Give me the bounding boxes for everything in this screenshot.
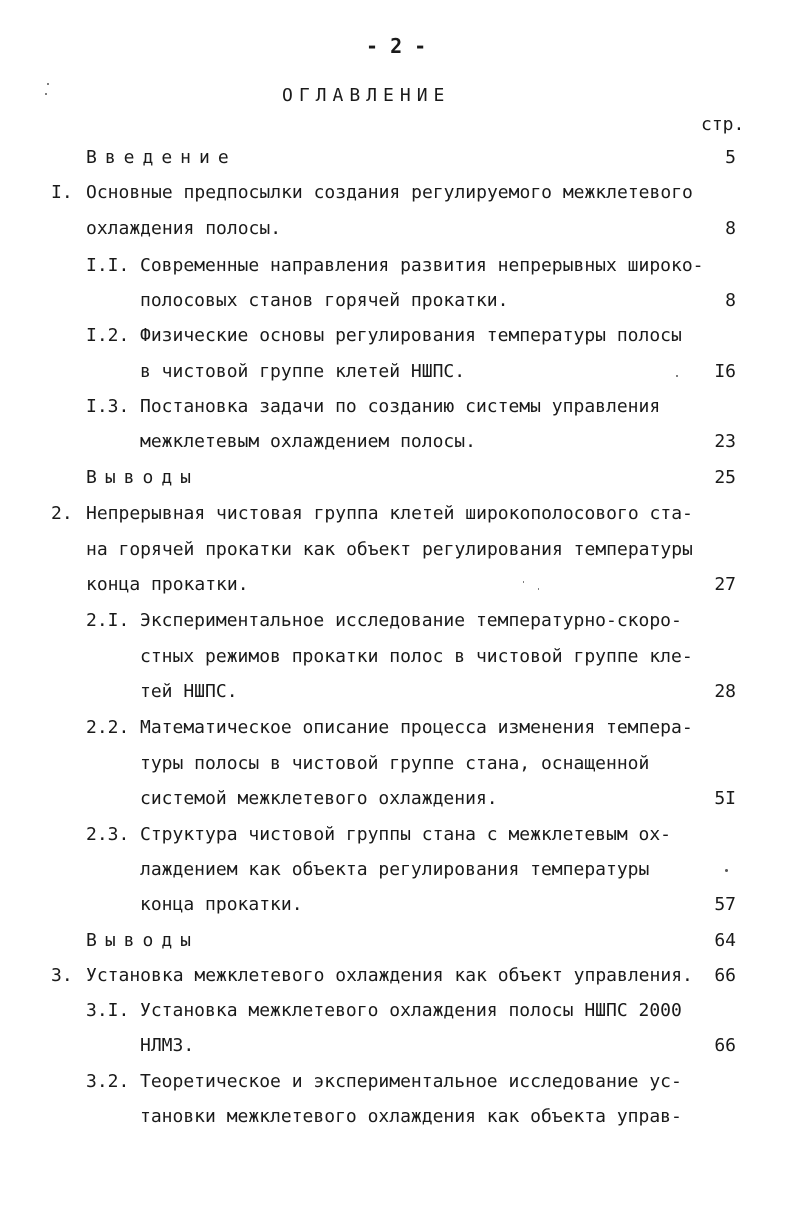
toc-s1-2-number: I.2. — [86, 325, 130, 346]
toc-intro-page: 5 — [725, 147, 736, 168]
page-number: - 2 - — [366, 34, 427, 58]
toc-s2-3-page: 57 — [714, 894, 736, 915]
toc-s3-page: 66 — [714, 965, 736, 986]
toc-s2-2-line1: Математическое описание процесса изменения темпера- — [140, 717, 693, 738]
toc-s1-3-page: 23 — [714, 431, 736, 452]
toc-s2-3-number: 2.3. — [86, 824, 130, 845]
toc-s2-line1: Непрерывная чистовая группа клетей широкополосового ста- — [86, 503, 693, 524]
scan-speck — [45, 93, 47, 95]
toc-s2-3-line2: лаждением как объекта регулирования температуры — [140, 859, 650, 880]
toc-s2-1-line1: Экспериментальное исследование температурно-скоро- — [140, 610, 682, 631]
toc-s3-1-line1: Установка межклетевого охлаждения полосы НШПС 2000 — [140, 1000, 682, 1021]
toc-s1-3-line1: Постановка задачи по созданию системы управления — [140, 396, 661, 417]
toc-conclusions-2-page: 64 — [714, 930, 736, 951]
toc-s3-2-line1: Теоретическое и экспериментальное исследование ус- — [140, 1071, 682, 1092]
scan-speck — [676, 375, 678, 377]
page-column-label: стр. — [701, 114, 745, 135]
toc-conclusions-1-page: 25 — [714, 467, 736, 488]
toc-s3-line1: Установка межклетевого охлаждения как объект управления. — [86, 965, 693, 986]
toc-s1-1-line2: полосовых станов горячей прокатки. — [140, 290, 509, 311]
toc-s3-1-line2: НЛМЗ. — [140, 1035, 195, 1056]
toc-s1-line2: охлаждения полосы. — [86, 218, 282, 239]
toc-s1-2-page: I6 — [714, 361, 736, 382]
toc-s2-1-line2: стных режимов прокатки полос в чистовой группе кле- — [140, 646, 693, 667]
scan-speck — [538, 588, 539, 590]
toc-s3-2-number: 3.2. — [86, 1071, 130, 1092]
toc-s3-number: 3. — [51, 965, 73, 986]
toc-s1-3-number: I.3. — [86, 396, 130, 417]
scan-speck — [523, 581, 524, 583]
toc-s2-number: 2. — [51, 503, 73, 524]
toc-s1-3-line2: межклетевым охлаждением полосы. — [140, 431, 476, 452]
toc-s3-2-line2: тановки межклетевого охлаждения как объекта управ- — [140, 1106, 682, 1127]
toc-s1-line1: Основные предпосылки создания регулируемого межклетевого — [86, 182, 693, 203]
scan-speck — [725, 869, 728, 872]
toc-s1-2-line1: Физические основы регулирования температуры полосы — [140, 325, 682, 346]
toc-s1-1-line1: Современные направления развития непрерывных широко- — [140, 255, 704, 276]
toc-conclusions-1-label: Выводы — [86, 467, 200, 488]
toc-s2-2-line3: системой межклетевого охлаждения. — [140, 788, 498, 809]
toc-title: ОГЛАВЛЕНИЕ — [282, 85, 451, 106]
toc-s1-number: I. — [51, 182, 73, 203]
toc-s2-line3: конца прокатки. — [86, 574, 249, 595]
toc-s1-1-number: I.I. — [86, 255, 130, 276]
toc-s3-1-page: 66 — [714, 1035, 736, 1056]
toc-s2-1-number: 2.I. — [86, 610, 130, 631]
toc-s2-2-line2: туры полосы в чистовой группе стана, оснащенной — [140, 753, 650, 774]
toc-s1-page: 8 — [725, 218, 736, 239]
toc-s2-2-number: 2.2. — [86, 717, 130, 738]
scan-speck — [47, 83, 49, 85]
toc-s2-page: 27 — [714, 574, 736, 595]
toc-s2-1-page: 28 — [714, 681, 736, 702]
toc-s2-3-line3: конца прокатки. — [140, 894, 303, 915]
toc-s2-line2: на горячей прокатки как объект регулирования температуры — [86, 539, 693, 560]
toc-s2-3-line1: Структура чистовой группы стана с межклетевым ох- — [140, 824, 672, 845]
toc-s1-2-line2: в чистовой группе клетей НШПС. — [140, 361, 466, 382]
toc-s3-1-number: 3.I. — [86, 1000, 130, 1021]
toc-intro-label: Введение — [86, 147, 237, 168]
toc-s2-1-line3: тей НШПС. — [140, 681, 238, 702]
toc-s1-1-page: 8 — [725, 290, 736, 311]
toc-s2-2-page: 5I — [714, 788, 736, 809]
toc-conclusions-2-label: Выводы — [86, 930, 200, 951]
